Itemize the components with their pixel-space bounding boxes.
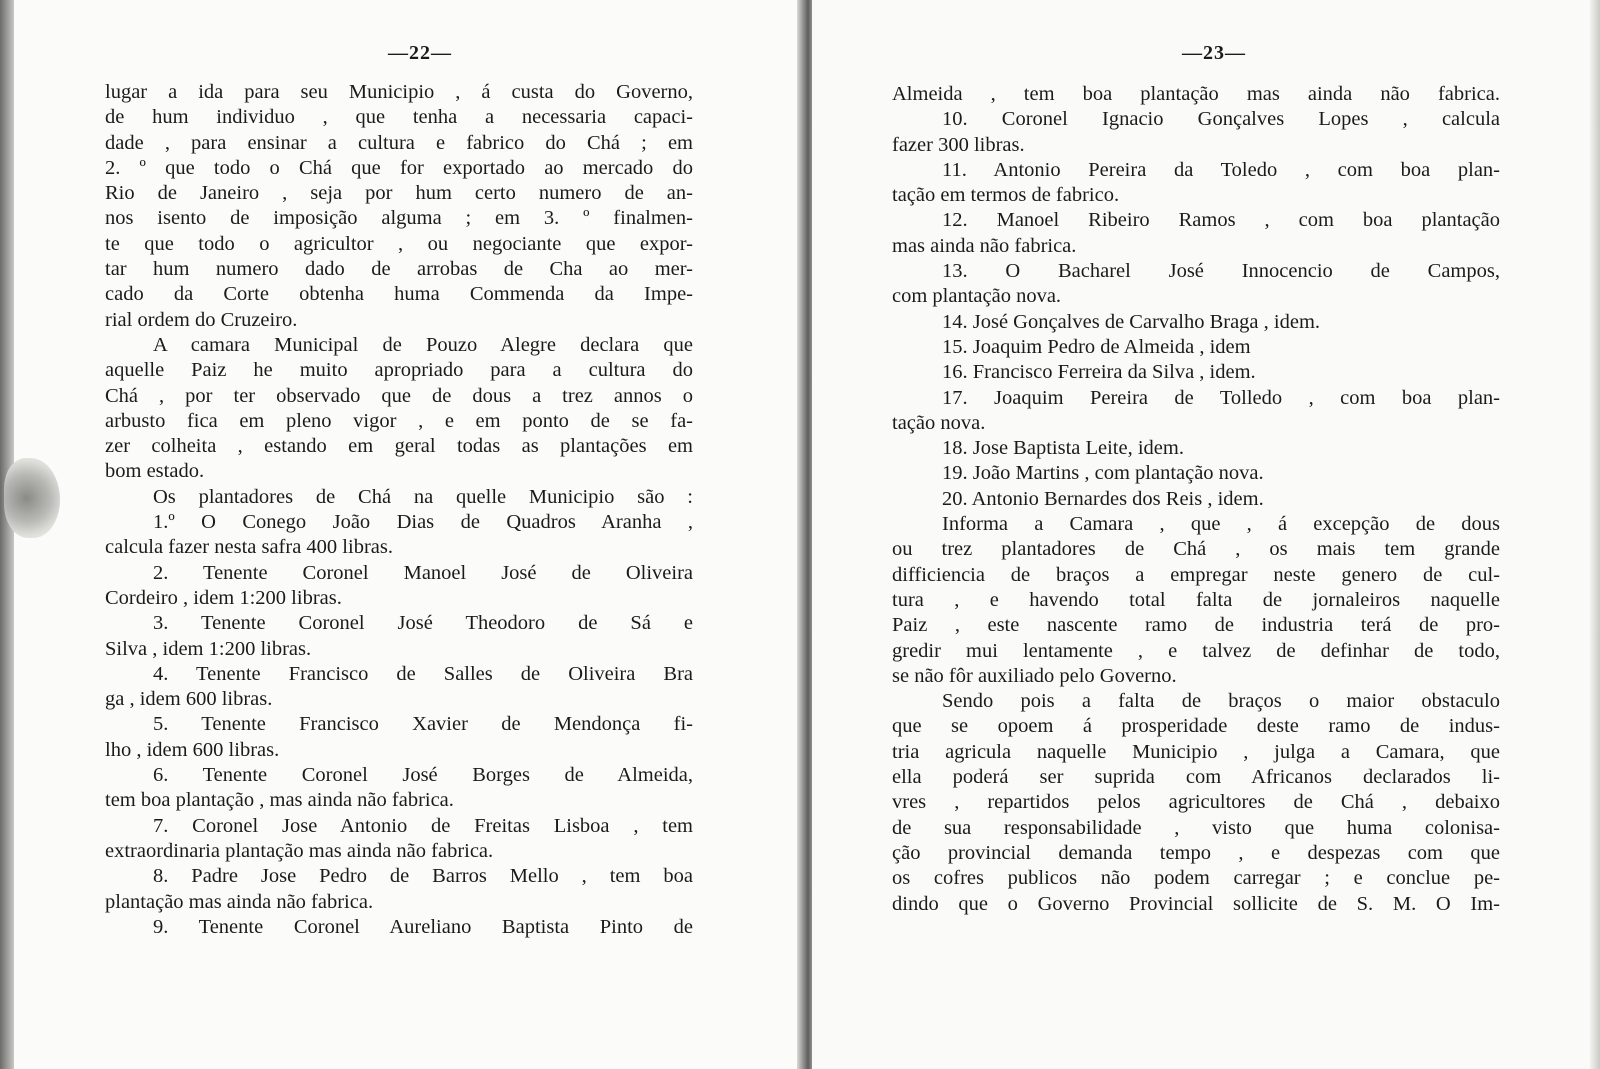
text-line: arbusto fica em pleno vigor , e em ponto de se fa- <box>105 409 693 432</box>
text-line: 8. Padre Jose Pedro de Barros Mello , tem boa <box>153 865 693 888</box>
text-line: 20. Antonio Bernardes dos Reis , idem. <box>942 487 1264 510</box>
text-line: tação nova. <box>892 411 986 434</box>
text-line: lugar a ida para seu Municipio , á custa do Governo, <box>105 81 693 103</box>
text-line: ou trez plantadores de Chá , os mais tem grande <box>892 538 1500 561</box>
text-line: 4. Tenente Francisco de Salles de Oliveira Bra <box>153 662 693 685</box>
text-line: Cordeiro , idem 1:200 libras. <box>105 586 342 609</box>
text-line: Paiz , este nascente ramo de industria terá de pro- <box>892 614 1500 637</box>
text-line: zer colheita , estando em geral todas as plantações em <box>105 435 693 458</box>
text-line: rial ordem do Cruzeiro. <box>105 308 298 331</box>
text-line: tar hum numero dado de arrobas de Cha ao mer- <box>105 258 693 281</box>
text-line: difficiencia de braços a empregar neste genero de cul- <box>892 563 1500 586</box>
left-page-text <box>105 80 693 940</box>
text-line: vres , repartidos pelos agricultores de Chá , debaixo <box>892 791 1500 814</box>
text-line: te que todo o agricultor , ou negociante que expor- <box>105 232 693 255</box>
text-line: cado da Corte obtenha huma Commenda da Impe- <box>105 283 693 306</box>
text-line: 2. Tenente Coronel Manoel José de Oliveira <box>153 561 693 584</box>
text-line: 6. Tenente Coronel José Borges de Almeida, <box>153 764 693 787</box>
text-line: 7. Coronel Jose Antonio de Freitas Lisboa , tem <box>153 814 693 837</box>
right-page <box>812 0 1600 1069</box>
text-line: 3. Tenente Coronel José Theodoro de Sá e <box>153 612 693 635</box>
text-line: nos isento de imposição alguma ; em 3. º finalmen- <box>105 207 693 230</box>
text-line: Os plantadores de Chá na quelle Municipio são : <box>153 485 693 508</box>
text-line: ella poderá ser suprida com Africanos declarados li- <box>892 766 1500 789</box>
text-line: plantação mas ainda não fabrica. <box>105 890 374 913</box>
text-line: calcula fazer nesta safra 400 libras. <box>105 536 393 559</box>
text-line: Informa a Camara , que , á excepção de dous <box>942 513 1500 536</box>
text-line: de sua responsabilidade , visto que huma colonisa- <box>892 816 1500 839</box>
text-line: tura , e havendo total falta de jornaleiros naquelle <box>892 588 1500 611</box>
text-line: lho , idem 600 libras. <box>105 738 280 761</box>
text-line: aquelle Paiz he muito apropriado para a cultura do <box>105 359 693 382</box>
text-line: bom estado. <box>105 460 205 483</box>
text-line: ga , idem 600 libras. <box>105 688 273 711</box>
text-line: 12. Manoel Ribeiro Ramos , com boa plantação <box>942 209 1500 232</box>
text-line: Chá , por ter observado que de dous a trez annos o <box>105 384 693 407</box>
text-line: extraordinaria plantação mas ainda não fabrica. <box>105 839 494 862</box>
text-line: 13. O Bacharel José Innocencio de Campos, <box>942 260 1500 283</box>
text-line: Silva , idem 1:200 libras. <box>105 637 312 660</box>
text-line: 2. º que todo o Chá que for exportado ao mercado do <box>105 156 693 179</box>
text-line: 18. Jose Baptista Leite, idem. <box>942 437 1184 460</box>
scan-edge-shadow <box>1590 0 1600 1069</box>
scan-edge-shadow <box>0 0 14 1069</box>
text-line: 1.º O Conego João Dias de Quadros Aranha , <box>153 511 693 534</box>
text-line: A camara Municipal de Pouzo Alegre declara que <box>153 333 693 356</box>
text-line: 5. Tenente Francisco Xavier de Mendonça fi- <box>153 713 693 736</box>
text-line: Sendo pois a falta de braços o maior obstaculo <box>942 690 1500 713</box>
text-line: 11. Antonio Pereira da Toledo , com boa plan- <box>942 158 1500 181</box>
right-page-text <box>892 82 1500 917</box>
text-line: dindo que o Governo Provincial sollicite de S. M. O Im- <box>892 892 1500 915</box>
page-number: —22— <box>388 42 452 64</box>
text-line: Almeida , tem boa plantação mas ainda não fabrica. <box>892 83 1500 105</box>
text-line: fazer 300 libras. <box>892 133 1025 156</box>
text-line: com plantação nova. <box>892 285 1062 308</box>
text-line: 15. Joaquim Pedro de Almeida , idem <box>942 335 1251 358</box>
text-line: 10. Coronel Ignacio Gonçalves Lopes , calcula <box>942 108 1500 131</box>
text-line: se não fôr auxiliado pelo Governo. <box>892 664 1177 687</box>
text-line: 16. Francisco Ferreira da Silva , idem. <box>942 361 1256 384</box>
text-line: Rio de Janeiro , seja por hum certo numero de an- <box>105 182 693 205</box>
text-line: de hum individuo , que tenha a necessaria capaci- <box>105 106 693 129</box>
text-line: 17. Joaquim Pereira de Tolledo , com boa plan- <box>942 386 1500 409</box>
text-line: gredir mui lentamente , e talvez de definhar de todo, <box>892 639 1500 662</box>
text-line: dade , para ensinar a cultura e fabrico do Chá ; em <box>105 131 693 154</box>
text-line: tria agricula naquelle Municipio , julga a Camara, que <box>892 740 1500 763</box>
text-line: tação em termos de fabrico. <box>892 184 1120 207</box>
text-line: mas ainda não fabrica. <box>892 234 1077 257</box>
text-line: ção provincial demanda tempo , e despezas com que <box>892 841 1500 864</box>
text-line: que se opoem á prosperidade deste ramo de indus- <box>892 715 1500 738</box>
text-line: 9. Tenente Coronel Aureliano Baptista Pinto de <box>153 915 693 938</box>
text-line: os cofres publicos não podem carregar ; e conclue pe- <box>892 867 1500 890</box>
text-line: tem boa plantação , mas ainda não fabrica. <box>105 789 454 812</box>
text-line: 19. João Martins , com plantação nova. <box>942 462 1264 485</box>
page-number: —23— <box>1182 42 1246 64</box>
paper-stain <box>4 458 60 538</box>
text-line: 14. José Gonçalves de Carvalho Braga , idem. <box>942 310 1321 333</box>
